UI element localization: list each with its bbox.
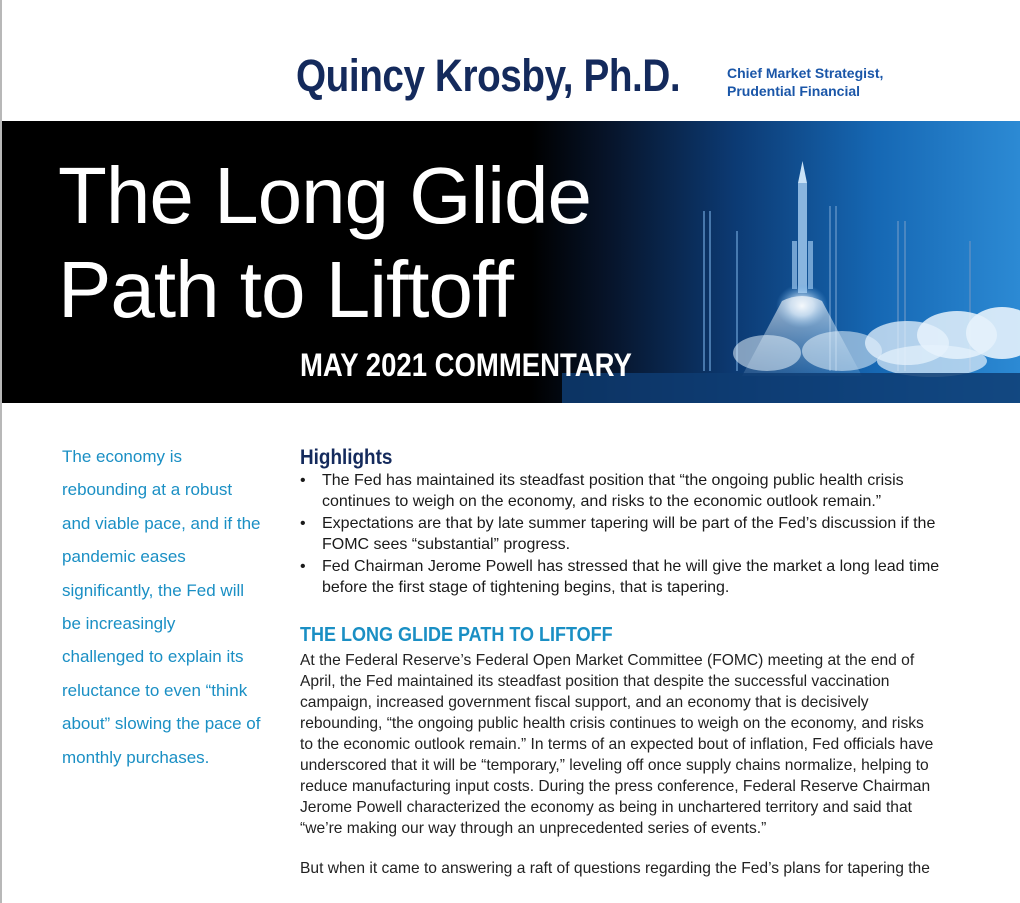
- bullet-icon: •: [300, 558, 306, 575]
- author-title-line2: Prudential Financial: [727, 83, 861, 99]
- section-heading: THE LONG GLIDE PATH TO LIFTOFF: [300, 624, 613, 646]
- headline-line1: The Long Glide: [58, 151, 592, 240]
- rocket: [792, 161, 813, 293]
- author-title: [727, 64, 883, 100]
- list-item: [300, 470, 940, 512]
- list-item: [300, 556, 940, 598]
- author-name: Quincy Krosby, Ph.D.: [296, 50, 681, 101]
- commentary-subtitle: MAY 2021 COMMENTARY: [300, 347, 632, 383]
- body-paragraph: But when it came to answering a raft of questions regarding the Fed’s plans for tapering the: [300, 860, 930, 877]
- author-title-line1: Chief Market Strategist,: [727, 65, 884, 81]
- headline: [58, 149, 591, 337]
- main-column: [300, 446, 940, 879]
- highlights-heading: Highlights: [300, 446, 393, 469]
- bullet-text: The Fed has maintained its steadfast position that “the ongoing public health crisis continues to weigh on the economy, and risks to the economic outlook remain.”: [322, 472, 904, 510]
- hero-banner: [2, 121, 1020, 403]
- bullet-text: Fed Chairman Jerome Powell has stressed that he will give the market a long lead time before the first stage of tightening begins, that is tapering.: [322, 558, 940, 596]
- bullet-icon: •: [300, 515, 306, 532]
- body-paragraph: At the Federal Reserve’s Federal Open Market Committee (FOMC) meeting at the end of April, the Fed maintained its steadfast position that despite the successful vaccination campaign, increased government fiscal support, and an economy that is decisively rebounding, “the ongoing public health crisis continues to weigh on the economy, and risks to the economic outlook remain.” In terms of an expected bout of inflation, Fed officials have underscored that it will be “temporary,” leveling off once supply chains normalize, helping to reduce manufacturing input costs. During the press conference, Federal Reserve Chairman Jerome Powell characterized the economy as being in unchartered territory and said that “we’re making our way through an unprecedented series of events.”: [300, 652, 934, 837]
- list-item: [300, 513, 940, 555]
- highlights-list: [300, 470, 940, 598]
- bullet-icon: •: [300, 472, 306, 489]
- pull-quote: The economy is rebounding at a robust and viable pace, and if the pandemic eases significantly, the Fed will be increasingly challenged to explain its reluctance to even “think about” slowing the pace of monthly purchases.: [62, 447, 261, 767]
- headline-line2: Path to Liftoff: [58, 245, 513, 334]
- bullet-text: Expectations are that by late summer tapering will be part of the Fed’s discussion if the FOMC sees “substantial” progress.: [322, 515, 936, 553]
